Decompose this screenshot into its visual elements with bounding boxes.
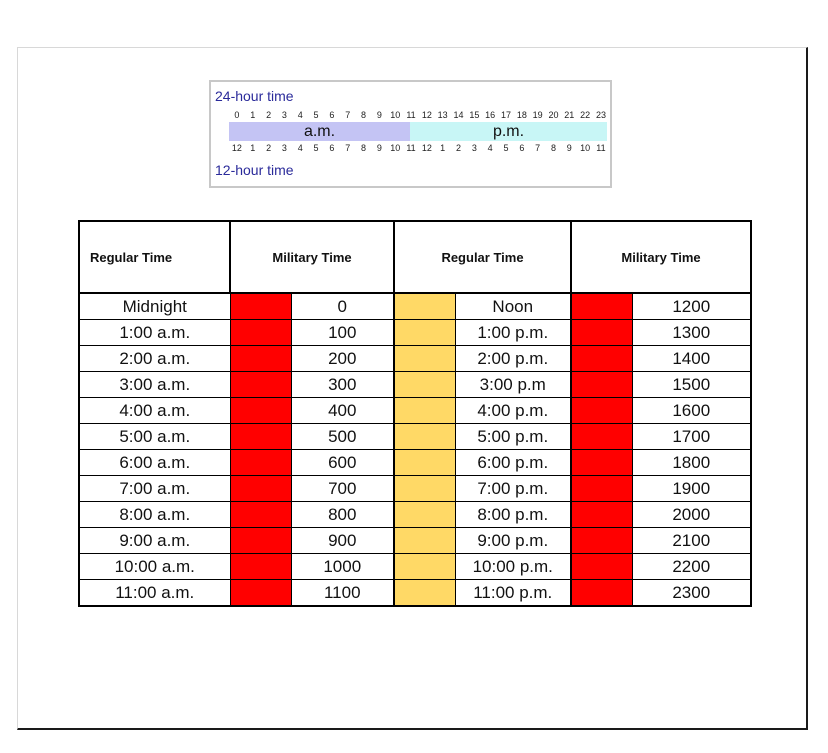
am-regular-cell: 10:00 a.m. [79, 554, 230, 580]
am-military-cell: 800 [291, 502, 394, 528]
h12-hour-label: 8 [550, 143, 556, 153]
am-military-cell: 1000 [291, 554, 394, 580]
header-regular-time-am: Regular Time [79, 221, 230, 293]
pm-regular-cell: 1:00 p.m. [455, 320, 571, 346]
pm-regular-swatch [394, 424, 455, 450]
pm-military-cell: 1300 [632, 320, 751, 346]
pm-regular-cell: 8:00 p.m. [455, 502, 571, 528]
h24-hour-label: 19 [532, 110, 543, 120]
pm-regular-cell: Noon [455, 293, 571, 320]
h24-hour-label: 13 [437, 110, 448, 120]
am-regular-cell: 8:00 a.m. [79, 502, 230, 528]
am-military-cell: 0 [291, 293, 394, 320]
pm-military-swatch [571, 398, 632, 424]
header-military-time-am: Military Time [230, 221, 394, 293]
h24-hour-label: 8 [361, 110, 367, 120]
h12-hour-label: 7 [345, 143, 351, 153]
pm-regular-cell: 11:00 p.m. [455, 580, 571, 607]
h24-hour-label: 0 [234, 110, 240, 120]
pm-regular-cell: 4:00 p.m. [455, 398, 571, 424]
pm-regular-swatch [394, 320, 455, 346]
h12-hour-label: 9 [566, 143, 572, 153]
h24-hour-label: 2 [266, 110, 272, 120]
table-row [79, 424, 751, 450]
h12-hour-label: 2 [266, 143, 272, 153]
table-row [79, 476, 751, 502]
h24-hour-label: 7 [345, 110, 351, 120]
h12-hour-label: 9 [376, 143, 382, 153]
h12-hour-label: 10 [390, 143, 401, 153]
table-row [79, 502, 751, 528]
am-swatch [230, 372, 291, 398]
pm-military-swatch [571, 320, 632, 346]
pm-military-swatch [571, 372, 632, 398]
pm-military-cell: 1200 [632, 293, 751, 320]
pm-military-swatch [571, 502, 632, 528]
h24-hour-label: 21 [564, 110, 575, 120]
am-military-cell: 100 [291, 320, 394, 346]
h12-hour-label: 12 [231, 143, 242, 153]
conversion-table [78, 220, 752, 607]
header-row [79, 221, 751, 293]
am-military-cell: 700 [291, 476, 394, 502]
h12-hour-label: 10 [580, 143, 591, 153]
h24-hour-label: 10 [390, 110, 401, 120]
h12-hour-label: 3 [281, 143, 287, 153]
pm-military-swatch [571, 554, 632, 580]
h12-hour-label: 2 [456, 143, 462, 153]
pm-military-swatch [571, 450, 632, 476]
hours-24-row [229, 110, 609, 122]
am-regular-cell: 11:00 a.m. [79, 580, 230, 607]
pm-regular-swatch [394, 398, 455, 424]
h24-hour-label: 15 [469, 110, 480, 120]
table-row [79, 528, 751, 554]
pm-regular-cell: 7:00 p.m. [455, 476, 571, 502]
pm-regular-swatch [394, 293, 455, 320]
pm-band: p.m. [410, 122, 607, 141]
table-body [79, 293, 751, 606]
h12-hour-label: 8 [361, 143, 367, 153]
pm-regular-swatch [394, 372, 455, 398]
pm-military-cell: 2200 [632, 554, 751, 580]
am-regular-cell: 2:00 a.m. [79, 346, 230, 372]
pm-military-swatch [571, 580, 632, 607]
table-row [79, 346, 751, 372]
h12-hour-label: 5 [313, 143, 319, 153]
h24-hour-label: 4 [297, 110, 303, 120]
h12-hour-label: 5 [503, 143, 509, 153]
pm-regular-cell: 6:00 p.m. [455, 450, 571, 476]
title-24-hour: 24-hour time [215, 88, 294, 104]
am-regular-cell: 5:00 a.m. [79, 424, 230, 450]
hours-12-row [229, 143, 609, 155]
am-military-cell: 500 [291, 424, 394, 450]
h24-hour-label: 11 [406, 110, 416, 120]
pm-military-swatch [571, 293, 632, 320]
am-swatch [230, 293, 291, 320]
h24-hour-label: 3 [281, 110, 287, 120]
am-swatch [230, 320, 291, 346]
h24-hour-label: 17 [500, 110, 511, 120]
pm-regular-cell: 2:00 p.m. [455, 346, 571, 372]
am-regular-cell: 1:00 a.m. [79, 320, 230, 346]
h12-hour-label: 4 [297, 143, 303, 153]
pm-regular-cell: 10:00 p.m. [455, 554, 571, 580]
h24-hour-label: 1 [250, 110, 256, 120]
table-row [79, 372, 751, 398]
table-row [79, 293, 751, 320]
pm-military-cell: 2100 [632, 528, 751, 554]
pm-military-swatch [571, 424, 632, 450]
pm-regular-cell: 5:00 p.m. [455, 424, 571, 450]
am-regular-cell: 7:00 a.m. [79, 476, 230, 502]
pm-military-cell: 1800 [632, 450, 751, 476]
header-military-time-pm: Military Time [571, 221, 751, 293]
table-row [79, 398, 751, 424]
pm-military-cell: 1400 [632, 346, 751, 372]
am-regular-cell: 4:00 a.m. [79, 398, 230, 424]
h12-hour-label: 1 [250, 143, 256, 153]
am-swatch [230, 398, 291, 424]
am-swatch [230, 528, 291, 554]
pm-military-cell: 1900 [632, 476, 751, 502]
am-regular-cell: 9:00 a.m. [79, 528, 230, 554]
am-military-cell: 1100 [291, 580, 394, 607]
table-row [79, 580, 751, 607]
pm-regular-cell: 3:00 p.m [455, 372, 571, 398]
pm-military-swatch [571, 476, 632, 502]
h24-hour-label: 22 [580, 110, 591, 120]
pm-regular-swatch [394, 450, 455, 476]
pm-regular-cell: 9:00 p.m. [455, 528, 571, 554]
am-swatch [230, 476, 291, 502]
h24-hour-label: 6 [329, 110, 335, 120]
h12-hour-label: 1 [440, 143, 446, 153]
pm-regular-swatch [394, 554, 455, 580]
pm-military-cell: 1700 [632, 424, 751, 450]
h12-hour-label: 6 [329, 143, 335, 153]
h12-hour-label: 4 [487, 143, 493, 153]
am-swatch [230, 554, 291, 580]
h24-hour-label: 9 [376, 110, 382, 120]
pm-military-swatch [571, 528, 632, 554]
table-row [79, 554, 751, 580]
h12-hour-label: 3 [471, 143, 477, 153]
header-regular-time-pm: Regular Time [394, 221, 571, 293]
am-swatch [230, 424, 291, 450]
pm-military-cell: 1600 [632, 398, 751, 424]
am-regular-cell: Midnight [79, 293, 230, 320]
am-swatch [230, 502, 291, 528]
am-regular-cell: 3:00 a.m. [79, 372, 230, 398]
table-row [79, 320, 751, 346]
time-scale-figure [209, 80, 612, 188]
am-military-cell: 200 [291, 346, 394, 372]
h12-hour-label: 11 [596, 143, 606, 153]
h24-hour-label: 18 [516, 110, 527, 120]
pm-regular-swatch [394, 476, 455, 502]
h24-hour-label: 5 [313, 110, 319, 120]
am-military-cell: 300 [291, 372, 394, 398]
pm-military-cell: 2300 [632, 580, 751, 607]
h12-hour-label: 11 [406, 143, 416, 153]
h24-hour-label: 23 [595, 110, 606, 120]
pm-regular-swatch [394, 528, 455, 554]
pm-military-swatch [571, 346, 632, 372]
am-military-cell: 600 [291, 450, 394, 476]
h12-hour-label: 12 [421, 143, 432, 153]
h24-hour-label: 12 [421, 110, 432, 120]
am-military-cell: 900 [291, 528, 394, 554]
title-12-hour: 12-hour time [215, 162, 294, 178]
document-page [17, 47, 808, 730]
am-band: a.m. [229, 122, 410, 141]
table-row [79, 450, 751, 476]
h24-hour-label: 20 [548, 110, 559, 120]
h24-hour-label: 14 [453, 110, 464, 120]
h24-hour-label: 16 [485, 110, 496, 120]
am-swatch [230, 450, 291, 476]
h12-hour-label: 6 [519, 143, 525, 153]
h12-hour-label: 7 [535, 143, 541, 153]
am-swatch [230, 580, 291, 607]
pm-military-cell: 2000 [632, 502, 751, 528]
pm-military-cell: 1500 [632, 372, 751, 398]
pm-regular-swatch [394, 346, 455, 372]
am-military-cell: 400 [291, 398, 394, 424]
pm-regular-swatch [394, 580, 455, 607]
am-swatch [230, 346, 291, 372]
pm-regular-swatch [394, 502, 455, 528]
am-regular-cell: 6:00 a.m. [79, 450, 230, 476]
